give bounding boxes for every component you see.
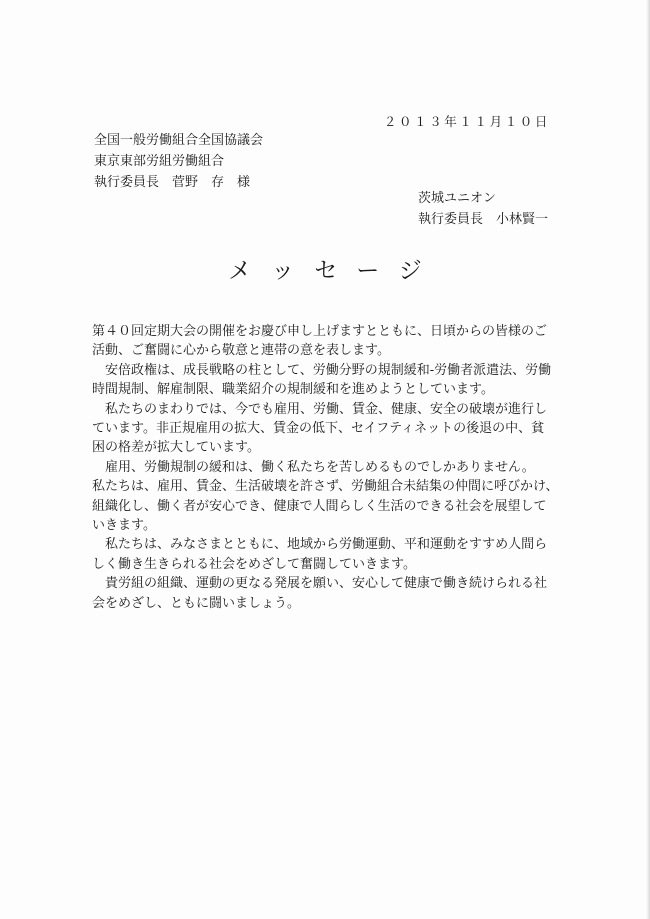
- body-line: 時間規制、解雇制限、職業紹介の規制緩和を進めようとしています。: [92, 382, 494, 398]
- recipient-block: [94, 130, 263, 193]
- body-line: 会をめざし、ともに闘いましょう。: [92, 595, 301, 611]
- body-line: ています。非正規雇用の拡大、賃金の低下、セイフティネットの後退の中、貧: [92, 421, 545, 437]
- body-line: 貴労組の組織、運動の更なる発展を願い、安心して健康で働き続けられる社: [105, 576, 548, 592]
- body-line: 私たちは、みなさまとともに、地域から労働運動、平和運動をすすめ人間ら: [105, 537, 548, 553]
- document-title: メッセージ: [228, 258, 442, 284]
- body-line: 雇用、労働規制の緩和は、働く私たちを苦しめるものでしかありません。: [105, 459, 535, 475]
- body-line: 組織化し、働く者が安心でき、健康で人間らしく生活のできる社会を展望して: [92, 498, 547, 514]
- recipient-union: 東京東部労組労働組合: [94, 154, 225, 169]
- recipient-organization: 全国一般労働組合全国協議会: [94, 133, 264, 148]
- body-line: 困の格差が拡大しています。: [92, 440, 260, 456]
- sender-organization: 茨城ユニオン: [418, 191, 497, 206]
- body-line: 活動、ご奮闘に心から敬意と連帯の意を表します。: [92, 343, 390, 359]
- body-line: 安倍政権は、成長戦略の柱として、労働分野の規制緩和‐労働者派遣法、労働: [105, 362, 552, 378]
- sender-block: [418, 188, 548, 230]
- body-line: しく働き生きられる社会をめざして奮闘していきます。: [92, 556, 416, 572]
- body-line: いきます。: [92, 518, 156, 534]
- recipient-name: 執行委員長 菅野 存 様: [94, 175, 251, 190]
- sender-name: 執行委員長 小林賢一: [418, 212, 549, 227]
- body-line: 私たちのまわりでは、今でも雇用、労働、賃金、健康、安全の破壊が進行し: [105, 401, 548, 417]
- body-line: 第４０回定期大会の開催をお慶び申し上げますとともに、日頃からの皆様のご: [92, 324, 548, 339]
- letter-date: ２０１３年１１月１０日: [383, 114, 550, 129]
- scan-edge-shadow: [646, 0, 650, 919]
- message-body: [92, 322, 562, 613]
- body-line: 私たちは、雇用、賃金、生活破壊を許さず、労働組合未結集の仲間に呼びかけ、: [92, 479, 559, 495]
